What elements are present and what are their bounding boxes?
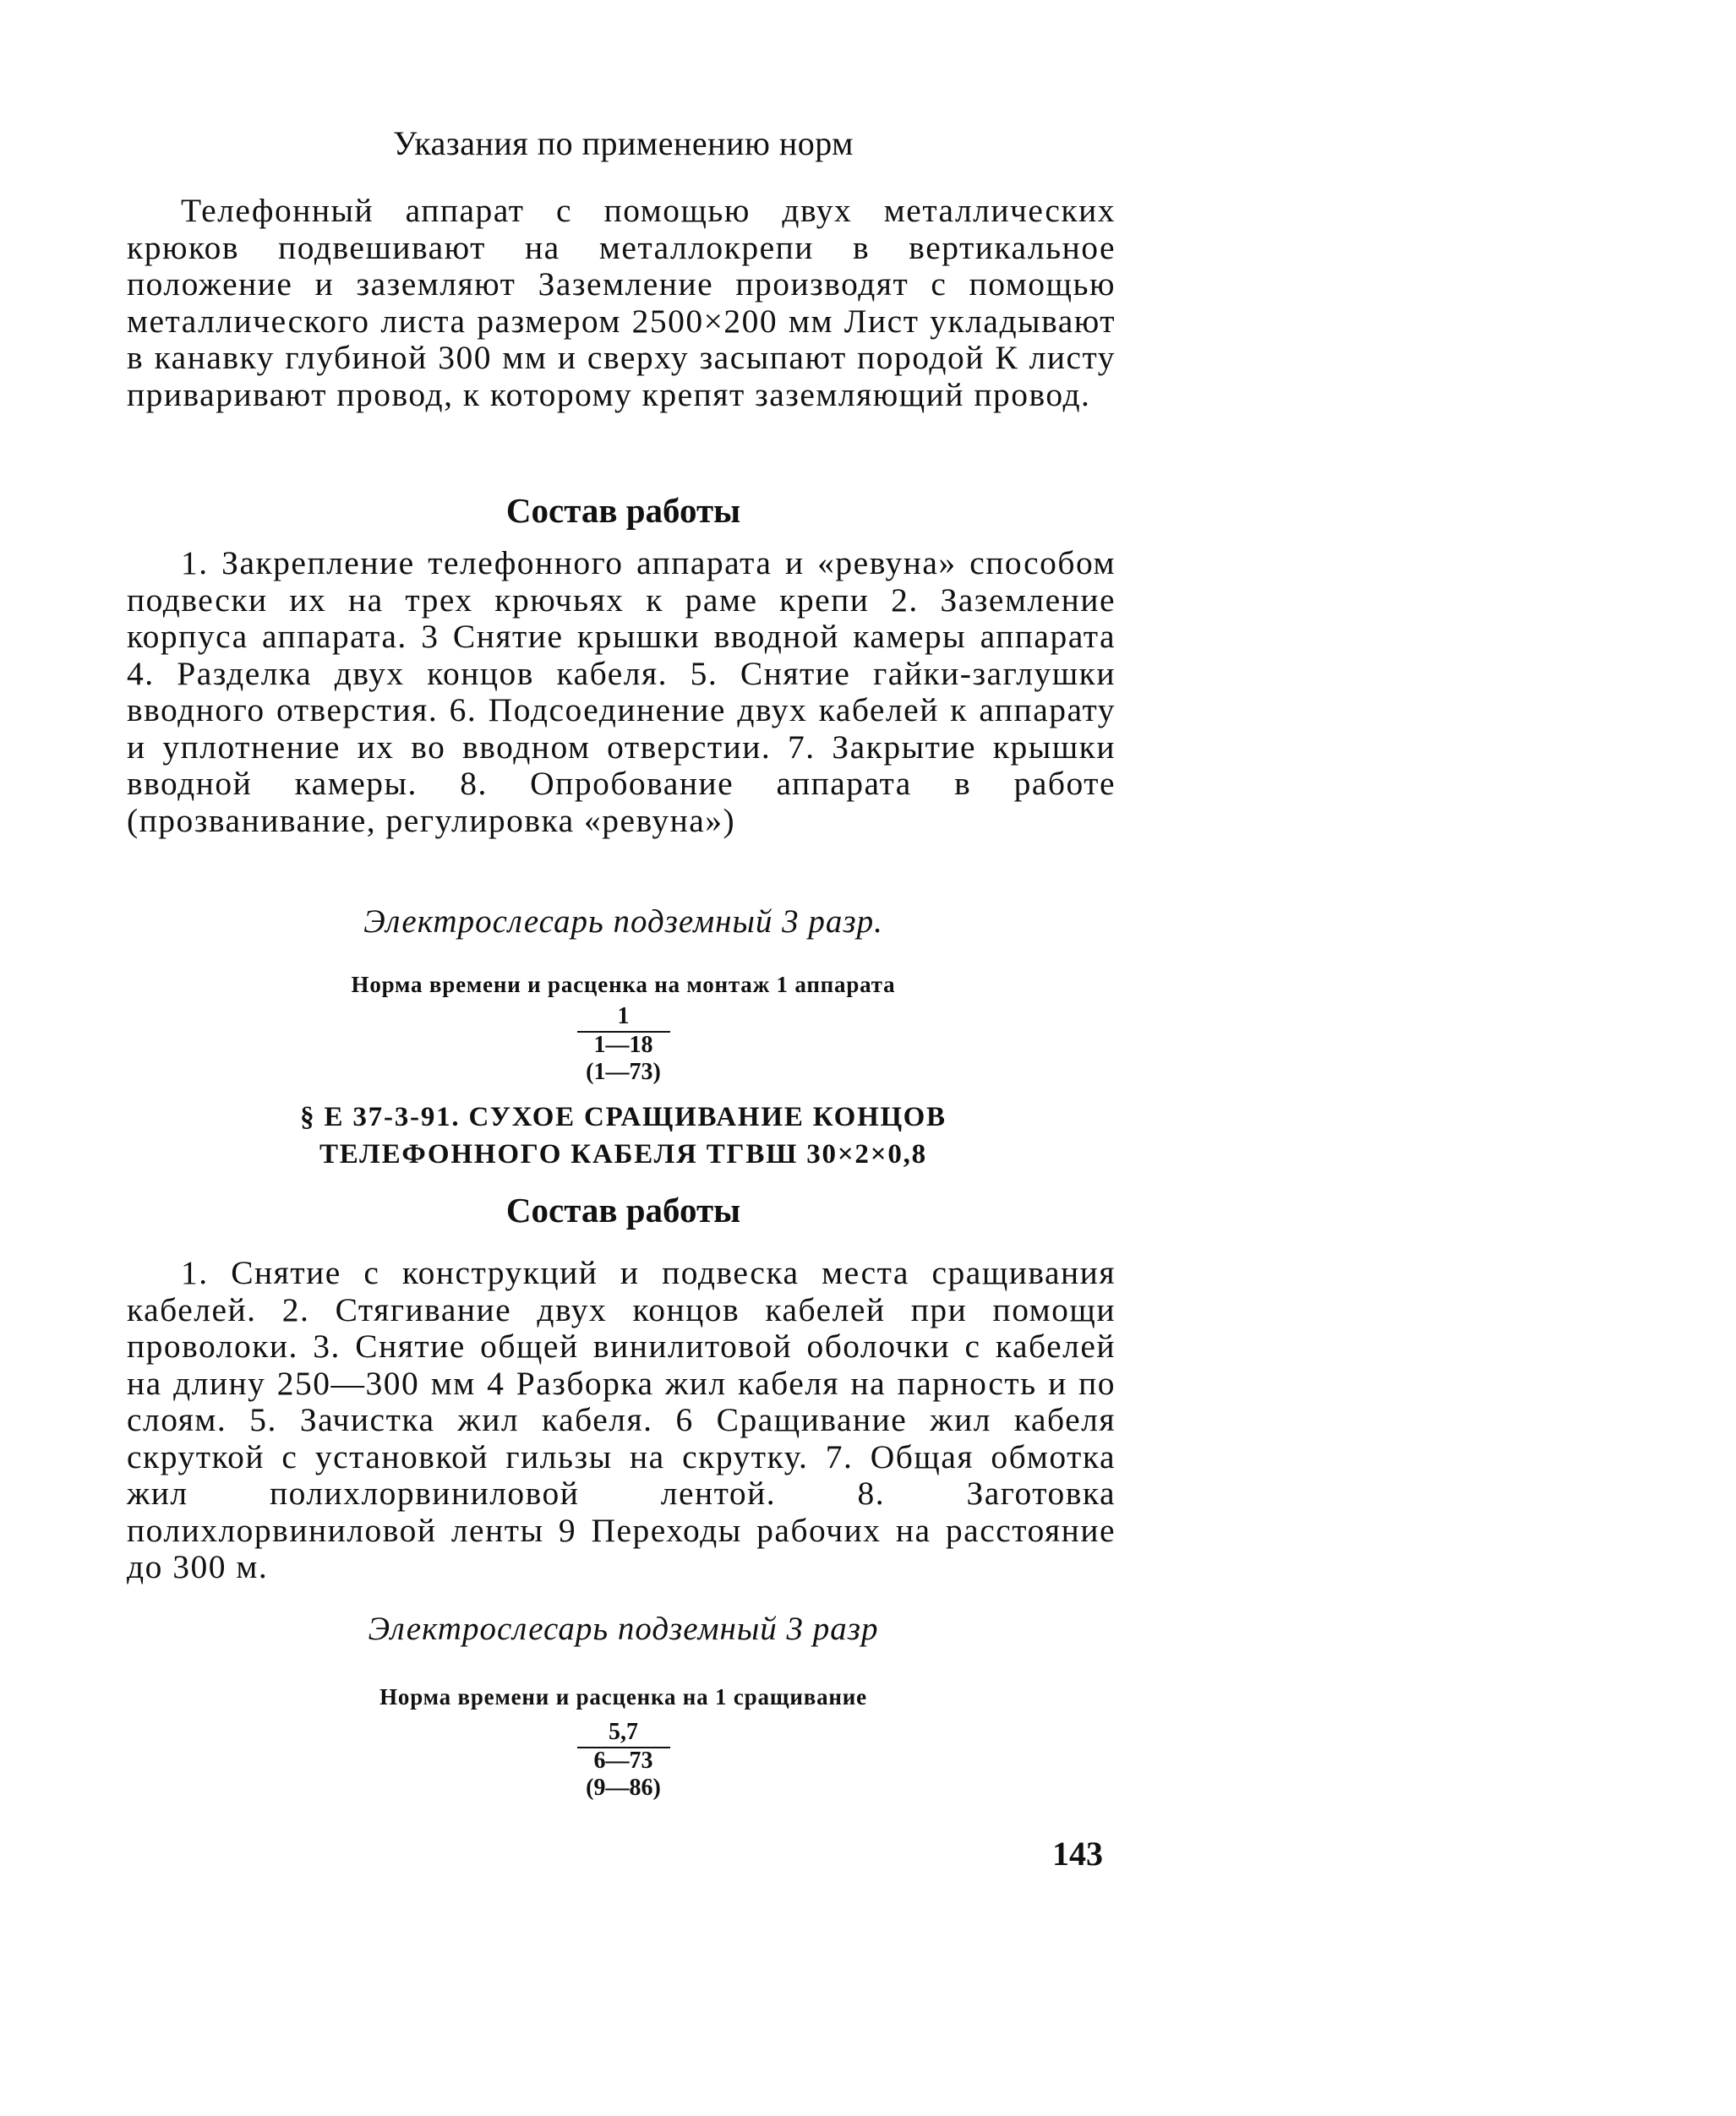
section-title xyxy=(0,1099,1247,1173)
composition-text-1: 1. Закрепление телефонного аппарата и «ревуна» способом подвески их на трех крючьях к раме крепи 2. Заземление корпуса аппарата. 3 Снятие крышки вводной камеры аппарата 4. Разделка двух концов кабеля. 5. Снятие гайки-заглушки вводного отверстия. 6. Подсоединение двух кабелей к аппарату и уплотнение их во вводном отверстии. 7. Закрытие крышки вводной камеры. 8. Опробование аппарата в работе (прозванивание, регулировка «ревуна») xyxy=(127,544,1116,839)
notes-paragraph xyxy=(127,193,1116,413)
page-number: 143 xyxy=(1052,1835,1103,1873)
composition-heading-2: Состав работы xyxy=(505,1191,741,1230)
norm-fraction-1 xyxy=(0,1004,1247,1085)
norm-1-numerator: 1 xyxy=(577,1004,670,1033)
composition-text-2: 1. Снятие с конструкций и подвеска места сращивания кабелей. 2. Стягивание двух концов кабелей при помощи проволоки. 3. Снятие общей винилитовой оболочки с кабелей на длину 250—300 мм 4 Разборка жил кабеля на парность и по слоям. 5. Зачистка жил кабеля. 6 Сращивание жил кабеля скруткой с установкой гильзы на скрутку. 7. Общая обмотка жил полихлорвиниловой лентой. 8. Заготовка полихлорвиниловой ленты 9 Переходы рабочих на расстояние до 300 м. xyxy=(127,1254,1116,1585)
notes-heading: Указания по применению норм xyxy=(393,124,854,162)
norm-2-rate: (9—86) xyxy=(586,1775,661,1801)
worker-grade-2: Электрослесарь подземный 3 разр xyxy=(368,1611,879,1647)
worker-grade-1: Электрослесарь подземный 3 разр. xyxy=(363,903,883,940)
section-title-line-2: ТЕЛЕФОННОГО КАБЕЛЯ ТГВШ 30×2×0,8 xyxy=(319,1139,927,1170)
norm-fraction-2 xyxy=(0,1720,1247,1801)
norm-2-numerator: 5,7 xyxy=(577,1720,670,1748)
norm-1-rate: (1—73) xyxy=(586,1059,661,1085)
norm-1-denominator: 1—18 xyxy=(593,1032,653,1058)
norm-caption-1: Норма времени и расценка на монтаж 1 аппарата xyxy=(351,972,896,997)
norm-2-denominator: 6—73 xyxy=(593,1748,653,1774)
section-title-line-1: § Е 37-3-91. СУХОЕ СРАЩИВАНИЕ КОНЦОВ xyxy=(300,1102,947,1132)
composition-heading-1: Состав работы xyxy=(505,491,741,530)
composition-paragraph-1 xyxy=(127,545,1116,839)
notes-text: Телефонный аппарат с помощью двух металлических крюков подвешивают на металлокрепи в вертикальное положение и заземляют Заземление производят с помощью металлического листа размером 2500×200 мм Лист укладывают в канавку глубиной 300 мм и сверху засыпают породой К листу приваривают провод, к которому крепят заземляющий провод. xyxy=(127,192,1116,413)
norm-caption-2: Норма времени и расценка на 1 сращивание xyxy=(379,1684,867,1710)
composition-paragraph-2 xyxy=(127,1255,1116,1586)
